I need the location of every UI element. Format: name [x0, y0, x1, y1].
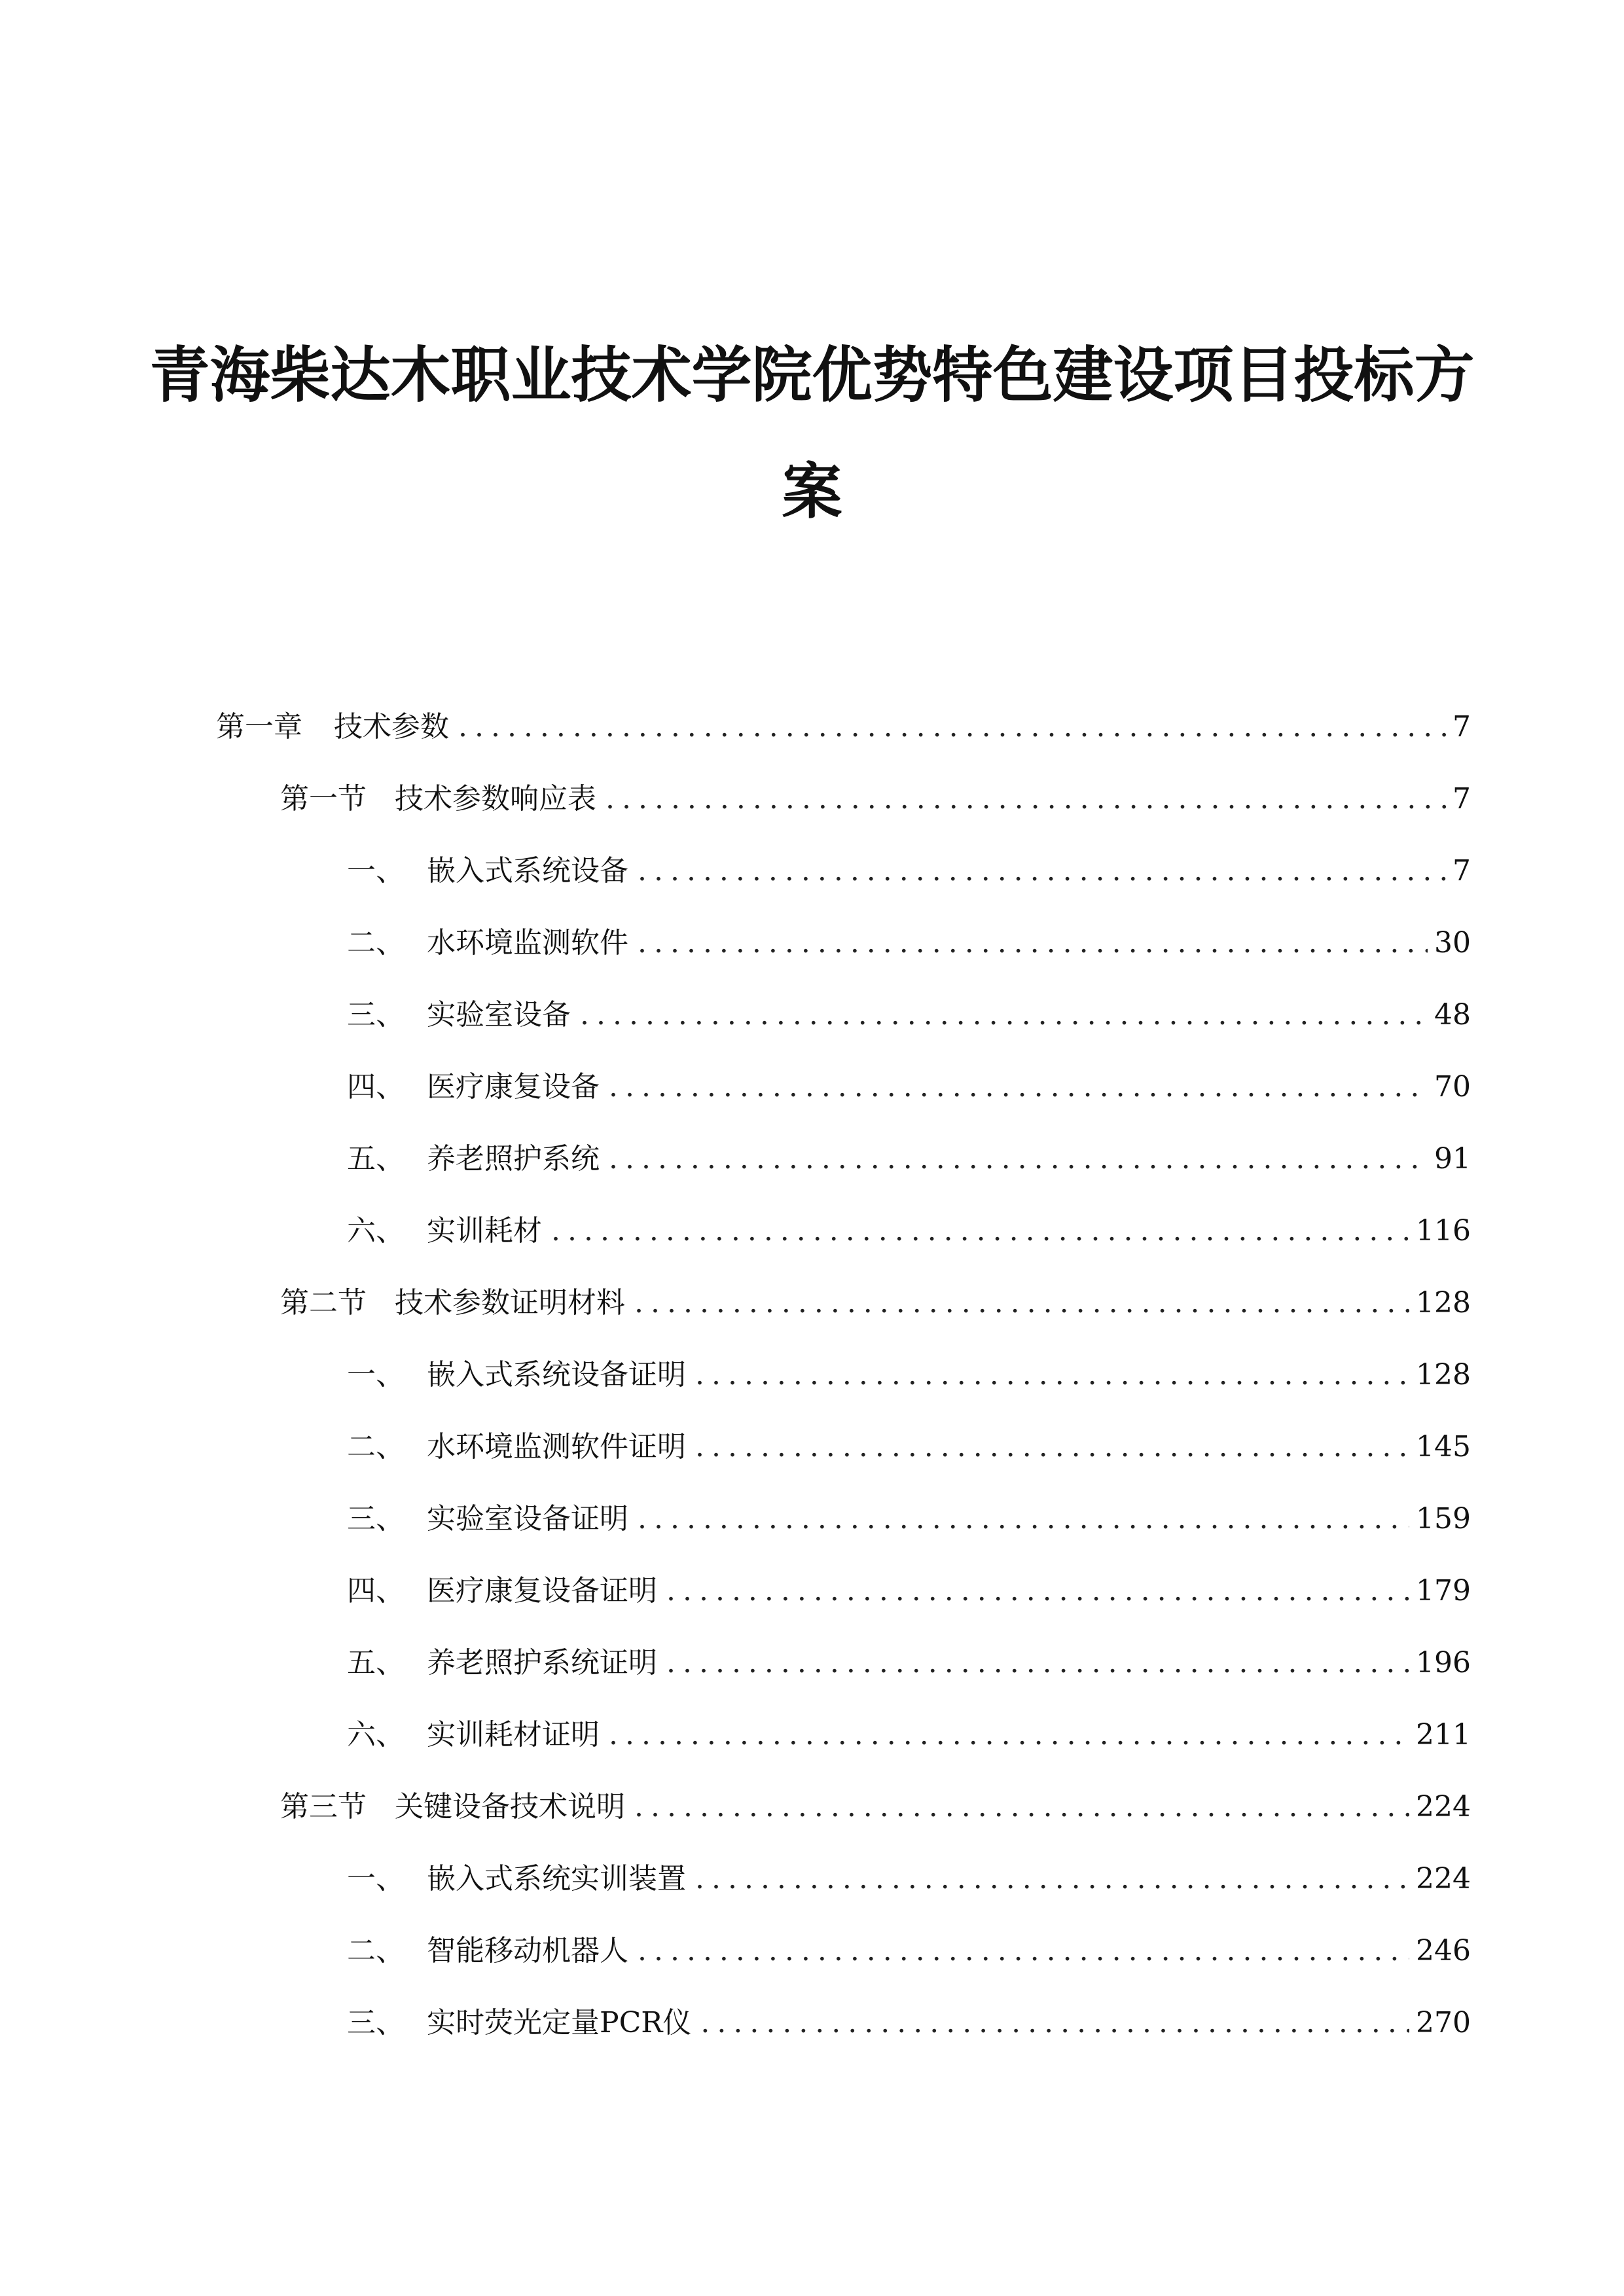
toc-entry-item[interactable]	[347, 1715, 1471, 1755]
toc-entry-item[interactable]	[347, 1427, 1471, 1467]
toc-entry-chapter-1[interactable]	[216, 708, 1471, 747]
toc-entry-number: 五、	[347, 1142, 405, 1175]
toc-entry-item[interactable]	[347, 996, 1471, 1035]
toc-dot-leader	[458, 708, 1446, 747]
toc-dot-leader	[638, 1931, 1409, 1971]
toc-entry-title: 智能移动机器人	[427, 1934, 628, 1967]
toc-dot-leader	[695, 1355, 1409, 1395]
toc-dot-leader	[580, 996, 1428, 1035]
toc-dot-leader	[695, 1859, 1409, 1899]
document-title-line-2: 案	[782, 457, 842, 527]
toc-dot-leader	[551, 1211, 1409, 1251]
toc-entry-title: 医疗康复设备证明	[427, 1574, 657, 1607]
toc-entry-section[interactable]	[280, 780, 1471, 819]
toc-dot-leader	[666, 1643, 1409, 1683]
toc-dot-leader	[634, 1787, 1409, 1827]
toc-entry-item[interactable]	[347, 1571, 1471, 1611]
toc-entry-title: 实训耗材证明	[427, 1718, 600, 1751]
toc-entry-title: 嵌入式系统设备证明	[427, 1358, 686, 1391]
toc-entry-page: 145	[1416, 1430, 1471, 1463]
toc-entry-page: 128	[1416, 1286, 1471, 1319]
toc-entry-page: 48	[1434, 998, 1471, 1031]
toc-entry-page: 159	[1416, 1502, 1471, 1535]
toc-entry-number: 一、	[347, 1862, 405, 1895]
toc-entry-title: 实验室设备	[427, 998, 571, 1031]
toc-entry-page: 128	[1416, 1358, 1471, 1391]
toc-dot-leader	[609, 1067, 1428, 1107]
toc-dot-leader	[609, 1715, 1409, 1755]
toc-entry-item[interactable]	[347, 924, 1471, 963]
toc-entry-page: 270	[1416, 2006, 1471, 2039]
toc-entry-item[interactable]	[347, 2003, 1471, 2043]
toc-entry-page: 196	[1416, 1646, 1471, 1679]
toc-entry-page: 246	[1416, 1934, 1471, 1967]
toc-entry-page: 211	[1416, 1718, 1471, 1751]
toc-entry-page: 116	[1416, 1214, 1471, 1247]
toc-dot-leader	[666, 1571, 1409, 1611]
toc-entry-number: 第一章	[216, 710, 302, 744]
toc-entry-title: 嵌入式系统设备	[427, 854, 628, 888]
toc-entry-section[interactable]	[280, 1787, 1471, 1827]
toc-entry-item[interactable]	[347, 1859, 1471, 1899]
toc-entry-page: 91	[1434, 1142, 1471, 1175]
toc-entry-number: 第二节	[280, 1286, 367, 1319]
toc-entry-title: 技术参数响应表	[395, 782, 596, 816]
toc-entry-number: 一、	[347, 854, 405, 888]
toc-entry-number: 四、	[347, 1574, 405, 1607]
toc-entry-item[interactable]	[347, 1499, 1471, 1539]
toc-dot-leader	[638, 924, 1428, 963]
toc-entry-item[interactable]	[347, 1211, 1471, 1251]
toc-dot-leader	[609, 1139, 1428, 1179]
toc-entry-number: 五、	[347, 1646, 405, 1679]
toc-entry-page: 224	[1416, 1790, 1471, 1823]
toc-dot-leader	[695, 1427, 1409, 1467]
toc-entry-page: 30	[1434, 926, 1471, 960]
toc-entry-item[interactable]	[347, 1355, 1471, 1395]
toc-entry-item[interactable]	[347, 852, 1471, 891]
toc-entry-number: 第一节	[280, 782, 367, 816]
toc-entry-page: 7	[1453, 854, 1471, 888]
toc-entry-item[interactable]	[347, 1643, 1471, 1683]
toc-entry-number: 六、	[347, 1214, 405, 1247]
toc-dot-leader	[638, 852, 1446, 891]
toc-entry-title: 水环境监测软件	[427, 926, 628, 960]
toc-entry-number: 三、	[347, 998, 405, 1031]
toc-entry-number: 第三节	[280, 1790, 367, 1823]
toc-entry-title: 实验室设备证明	[427, 1502, 628, 1535]
toc-entry-page: 179	[1416, 1574, 1471, 1607]
toc-entry-item[interactable]	[347, 1067, 1471, 1107]
toc-entry-number: 二、	[347, 1934, 405, 1967]
toc-entry-title: 技术参数	[334, 710, 449, 744]
toc-entry-number: 二、	[347, 1430, 405, 1463]
toc-dot-leader	[700, 2003, 1409, 2043]
toc-dot-leader	[634, 1283, 1409, 1323]
toc-entry-title: 医疗康复设备	[427, 1070, 600, 1103]
toc-entry-title: 养老照护系统证明	[427, 1646, 657, 1679]
toc-entry-section[interactable]	[280, 1283, 1471, 1323]
toc-entry-number: 二、	[347, 926, 405, 960]
toc-dot-leader	[638, 1499, 1409, 1539]
toc-entry-number: 六、	[347, 1718, 405, 1751]
toc-dot-leader	[605, 780, 1446, 819]
toc-entry-title: 技术参数证明材料	[395, 1286, 625, 1319]
toc-entry-title: 关键设备技术说明	[395, 1790, 625, 1823]
toc-entry-title: 嵌入式系统实训装置	[427, 1862, 686, 1895]
toc-entry-page: 224	[1416, 1862, 1471, 1895]
toc-entry-number: 四、	[347, 1070, 405, 1103]
toc-entry-page: 70	[1434, 1070, 1471, 1103]
toc-entry-title: 养老照护系统	[427, 1142, 600, 1175]
toc-entry-title: 实时荧光定量PCR仪	[427, 2006, 692, 2039]
toc-entry-page: 7	[1453, 710, 1471, 744]
toc-entry-page: 7	[1453, 782, 1471, 816]
toc-entry-title: 水环境监测软件证明	[427, 1430, 686, 1463]
toc-entry-number: 三、	[347, 2006, 405, 2039]
toc-entry-item[interactable]	[347, 1139, 1471, 1179]
toc-entry-number: 一、	[347, 1358, 405, 1391]
toc-entry-item[interactable]	[347, 1931, 1471, 1971]
toc-entry-title: 实训耗材	[427, 1214, 542, 1247]
document-title-line-1: 青海柴达木职业技术学院优势特色建设项目投标方	[149, 340, 1475, 410]
toc-entry-number: 三、	[347, 1502, 405, 1535]
